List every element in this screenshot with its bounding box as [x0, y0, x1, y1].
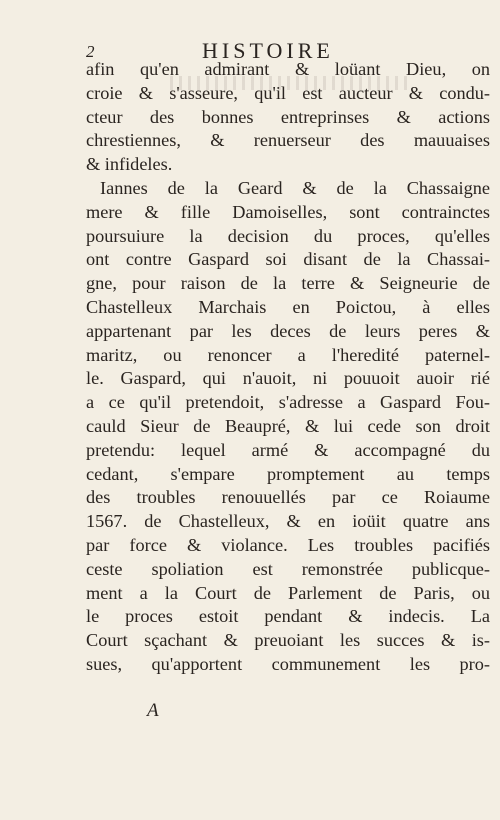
paragraph-start-line: Iannes de la Geard & de la Chassaigne: [100, 177, 490, 198]
text-line: Court sçachant & preuoiant les succes & is-: [86, 630, 490, 651]
body-text: [86, 58, 490, 677]
text-line: a ce qu'il pretendoit, s'adresse a Gaspard Fou-: [86, 392, 490, 413]
text-line: afin qu'en admirant & loüant Dieu, on: [86, 59, 490, 79]
text-line: sues, qu'apportent communement les pro-: [86, 653, 490, 674]
text-line: gne, pour raison de la terre & Seigneurie de: [86, 273, 490, 294]
text-line: cteur des bonnes entreprinses & actions: [86, 106, 490, 127]
text-line: Chastelleux Marchais en Poictou, à elles: [86, 296, 490, 317]
text-line: le. Gaspard, qui n'auoit, ni pouuoit auoir rié: [86, 368, 490, 389]
text-line: appartenant par les deces de leurs peres &: [86, 320, 490, 341]
text-line: par force & violance. Les troubles pacifiés: [86, 534, 490, 555]
text-line: mere & fille Damoiselles, sont contrainctes: [86, 201, 490, 222]
text-line: ont contre Gaspard soi disant de la Chassai-: [86, 249, 490, 270]
text-line: chrestiennes, & renuerseur des mauuaises: [86, 130, 490, 151]
running-head: HISTOIRE: [202, 38, 334, 63]
text-line: poursuiure la decision du proces, qu'elles: [86, 225, 490, 246]
text-line: cedant, s'empare promptement au temps: [86, 463, 490, 484]
text-line: pretendu: lequel armé & accompagné du: [86, 439, 490, 460]
text-line: & infideles.: [86, 154, 173, 175]
page-number: 2: [86, 42, 95, 61]
text-line: croie & s'asseure, qu'il est aucteur & condu-: [86, 82, 490, 103]
signature-mark: A: [147, 700, 159, 721]
text-line: ment a la Court de Parlement de Paris, ou: [86, 582, 490, 603]
text-line: ceste spoliation est remonstrée publicque-: [86, 558, 490, 579]
text-line: 1567. de Chastelleux, & en ioüit quatre ans: [86, 511, 490, 532]
text-line: cauld Sieur de Beaupré, & lui cede son droit: [86, 415, 490, 436]
text-line: des troubles renouuellés par ce Roiaume: [86, 487, 490, 508]
text-line: maritz, ou renoncer a l'heredité paternel-: [86, 344, 490, 365]
text-line: le proces estoit pendant & indecis. La: [86, 606, 490, 627]
